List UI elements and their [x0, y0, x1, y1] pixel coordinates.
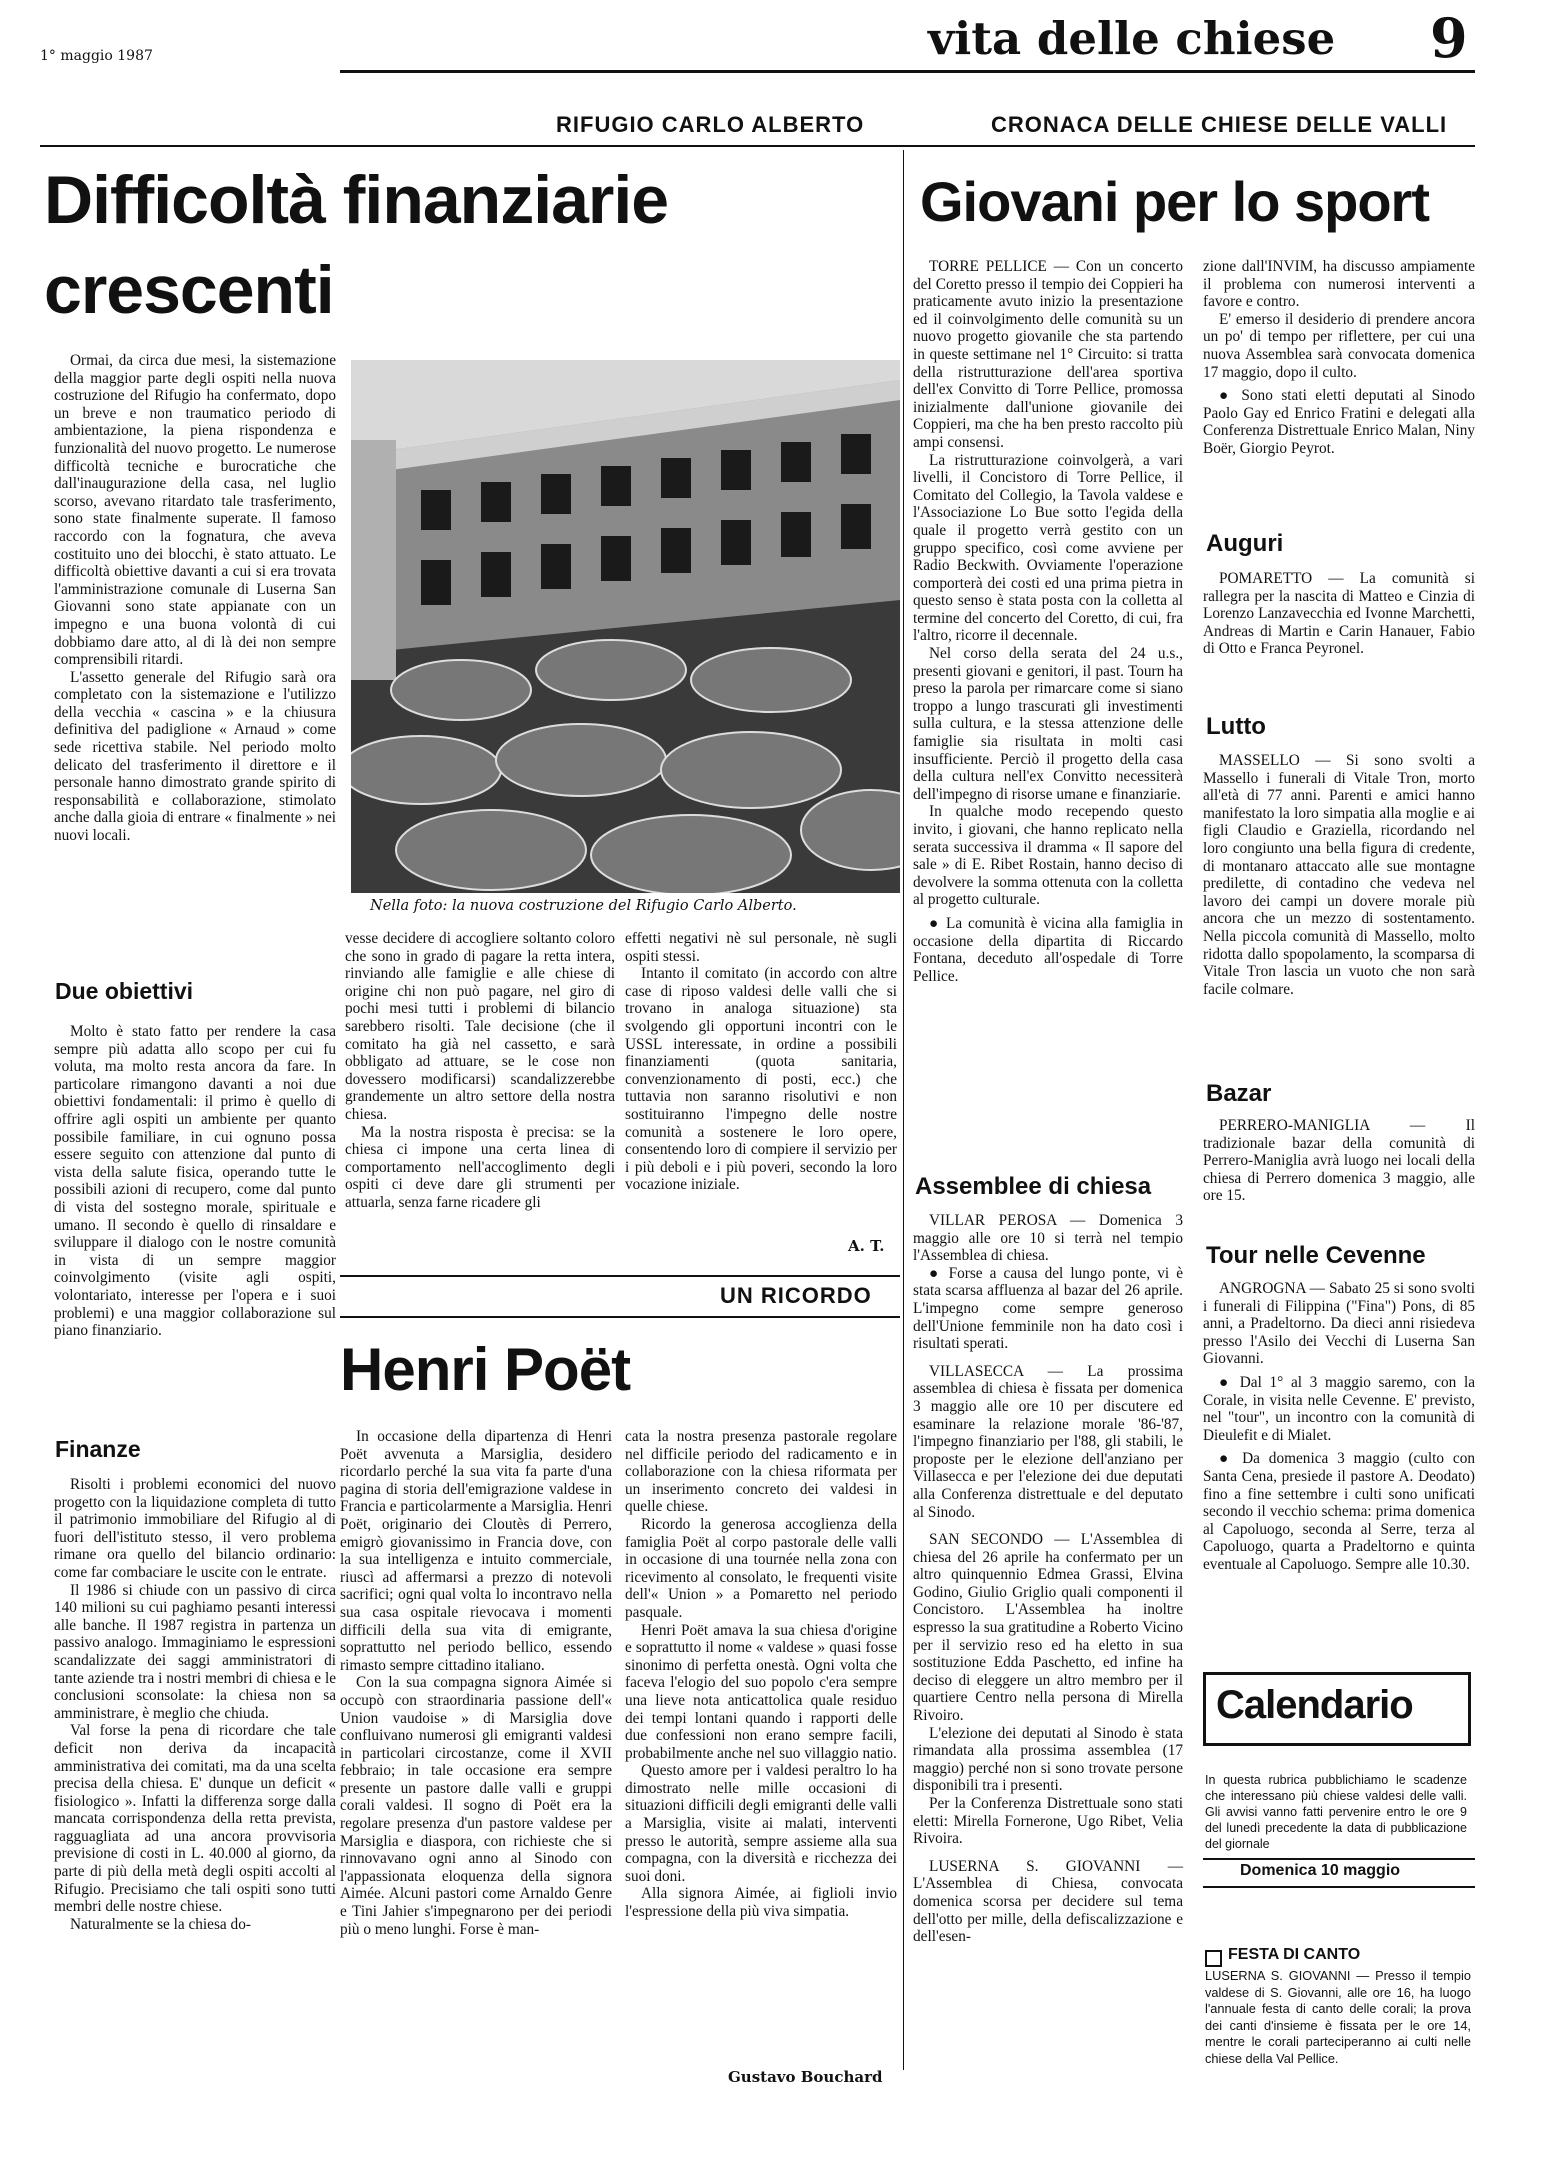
subhead-tour: Tour nelle Cevenne: [1206, 1242, 1426, 1269]
paragraph: Henri Poët amava la sua chiesa d'origine e soprattutto il nome « valdese » quasi fosse sinonimo di perfetta onestà. Ogni volta che faceva l'elogio del suo popolo c'era sempre una lieve nota anticattolica quale residuo dei tempi lontani quando i rapporti delle due confessioni non erano sempre facili, probabilmente anche nel suo villaggio natio.: [625, 1621, 897, 1762]
page-number: 9: [1430, 6, 1468, 70]
calendario-title: Calendario: [1216, 1683, 1413, 1727]
subhead-assemblee: Assemblee di chiesa: [915, 1173, 1152, 1200]
paragraph: ● La comunità è vicina alla famiglia in occasione della dipartita di Riccardo Fontana, deceduto all'ospedale di Torre Pellice.: [913, 914, 1183, 985]
subhead-auguri: Auguri: [1206, 530, 1284, 557]
cronaca-col1-b: [913, 1212, 1183, 1946]
paragraph: ANGROGNA — Sabato 25 si sono svolti i funerali di Filippina ("Fina") Pons, di 85 anni, a Pradeltorno. Da dieci anni risiedeva presso l'Asilo dei Vecchi di Luserna San Giovanni.: [1203, 1280, 1475, 1368]
paragraph: Naturalmente se la chiesa do-: [70, 1915, 251, 1933]
calendario-event-text: LUSERNA S. GIOVANNI — Presso il tempio valdese di S. Giovanni, alle ore 16, ha luogo l'annuale festa di canto delle corali; la prova dei canti d'insieme è fissata per le ore 14, mentre le corali parteciperanno ai culti nelle chiese della Val Pellice.: [1205, 1968, 1471, 2066]
kicker-cronaca: CRONACA DELLE CHIESE DELLE VALLI: [991, 112, 1448, 137]
tour-text: [1203, 1280, 1475, 1574]
calendario-intro: In questa rubrica pubblichiamo le scadenze che interessano più chiese valdesi delle valli. Gli avvisi vanno fatti pervenire entro le ore 9 del lunedì precedente la data di pubblicazione del giornale: [1205, 1773, 1467, 1851]
paragraph: PERRERO-MANIGLIA — Il tradizionale bazar della comunità di Perrero-Maniglia avrà luogo nei locali della chiesa di Perrero domenica 3 maggio, alle ore 15.: [1203, 1117, 1475, 1205]
subhead-due-obiettivi: Due obiettivi: [55, 978, 194, 1004]
henri-col2: [625, 1428, 897, 1921]
henri-top-rule: [340, 1275, 900, 1277]
kicker-rule: [40, 145, 1475, 147]
paragraph: POMARETTO — La comunità si rallegra per la nascita di Matteo e Cinzia di Lorenzo Lanzavecchia ed Ivonne Marchetti, Andreas di Martin e Carin Hanauer, Fabio di Otto e Franca Peyronel.: [1203, 570, 1475, 658]
headline-difficolta-line1: Difficoltà finanziarie: [44, 162, 669, 238]
subhead-lutto: Lutto: [1206, 713, 1266, 740]
calendario-event-title: FESTA DI CANTO: [1228, 1946, 1361, 1963]
kicker-rifugio: RIFUGIO CARLO ALBERTO: [556, 112, 865, 137]
headline-giovani: Giovani per lo sport: [920, 170, 1429, 233]
paragraph: VILLASECCA — La prossima assemblea di chiesa è fissata per domenica 3 maggio alle ore 10 per discutere ed esaminare la relazione morale '86-'87, l'impegno finanziario per l'88, gli stabili, le proposte per le elezione dell'anziano per Villasecca e per l'elezione dei due deputati alla Conferenza distrettuale e del deputato al Sinodo.: [913, 1362, 1183, 1521]
auguri-text: [1203, 570, 1475, 658]
paragraph: L'assetto generale del Rifugio sarà ora completato con la sistemazione e l'utilizzo della vecchia « cascina » e la chiusura definitiva del padiglione « Arnaud » come sede ricettiva stabile. Nel periodo molto delicato del trasferimento il direttore e il personale hanno dimostrato grande spirito di responsabilità e collaborazione, stimolato anche dalla gioia di entrare « finalmente » nei nuovi locali.: [54, 668, 336, 845]
paragraph: vesse decidere di accogliere soltanto coloro che sono in grado di pagare la retta intera, rinviando alle famiglie e alle chiese di origine chi non può pagare, nel giro di pochi mesi tutti i problemi di bilancio sarebbero risolti. Tale decisione (che il comitato ha già nel cassetto, e sarà obbligato ad attuare, se le cose non dovessero modificarsi) scandalizzerebbe grandemente un altro settore della nostra chiesa.: [345, 930, 615, 1123]
paragraph: ● Sono stati eletti deputati al Sinodo Paolo Gay ed Enrico Fratini e delegati alla Conferenza Distrettuale Enrico Malan, Niny Boër, Giorgio Peyrot.: [1203, 387, 1475, 457]
paragraph: ● Forse a causa del lungo ponte, vi è stata scarsa affluenza al bazar del 26 aprile. L'impegno come sempre generoso dell'Unione femminile non ha dato così i risultati sperati.: [913, 1264, 1183, 1353]
paragraph: In qualche modo recependo questo invito, i giovani, che hanno replicato nella serata successiva il dramma « Il sapore del sale » di E. Ribet Rostain, hanno deciso di devolvere la somma ottenuta con la colletta al progetto culturale.: [913, 803, 1183, 909]
paragraph: ● Dal 1° al 3 maggio saremo, con la Corale, in visita nelle Cevenne. E' previsto, nel "tour", un incontro con la comunità di Dieulefit e di Mialet.: [1203, 1373, 1475, 1444]
paragraph: effetti negativi nè sul personale, nè sugli ospiti stessi.: [625, 930, 897, 965]
calendario-date: Domenica 10 maggio: [1240, 1862, 1401, 1879]
photo-building-illustration: [351, 360, 900, 893]
paragraph: Ma la nostra risposta è precisa: se la chiesa ci impone una certa linea di comportamento nell'accoglimento degli ospiti ci deve dare gli strumenti per attuarla, senza farne ricadere gli: [345, 1123, 615, 1211]
section-title: vita delle chiese: [928, 12, 1336, 65]
paragraph: MASSELLO — Si sono svolti a Massello i funerali di Vitale Tron, morto all'età di 77 anni. Parenti e amici hanno manifestato la loro simpatia alla moglie e ai figli Claudio e Graziella, ricordando nel loro congiunto una bella figura di credente, di montanaro attaccato alle sue montagne predilette, di contadino che vedeva nel lavoro dei campi un dovere morale più ancora che un mezzo di sostentamento. Nella piccola comunità di Massello, molto ridotta dallo spopolamento, la scomparsa di Vitale Tron lascia un vuoto che non sarà facile colmare.: [1203, 752, 1475, 998]
checkbox-icon: [1205, 1950, 1222, 1967]
photo-rifugio: [351, 360, 900, 893]
paragraph: Per la Conferenza Distrettuale sono stati eletti: Mirella Fornerone, Ugo Ribet, Velia Rivoira.: [913, 1795, 1183, 1848]
paragraph: E' emerso il desiderio di prendere ancora un po' di tempo per riflettere, per cui una nuova Assemblea sarà convocata domenica 17 maggio, dopo il culto.: [1203, 310, 1475, 381]
paragraph: La ristrutturazione coinvolgerà, a vari livelli, il Concistoro di Torre Pellice, il Comitato del Collegio, la Tavola valdese e l'Associazione Lo Bue sotto l'egida della quale il progetto verrà gestito con un gruppo specifico, così come avviene per Radio Beckwith. Ovviamente l'operazione comporterà dei costi ed una prima pietra in questo senso è stata posta con la colletta al termine del concerto del Coretto, di cui, fra l'altro, ricorre il decennale.: [913, 451, 1183, 645]
headline-difficolta-line2: crescenti: [44, 252, 334, 328]
signature-bouchard: Gustavo Bouchard: [728, 2068, 883, 2086]
paragraph: ● Da domenica 3 maggio (culto con Santa Cena, presiede il pastore A. Deodato) fino a fine settembre i culti sono unificati secondo il vecchio schema: prima domenica al Capoluogo, seconda al Serre, terza al Capoluogo, quarta a Pradeltorno e quinta eventuale al Capoluogo. Sempre alle 10.30.: [1203, 1450, 1475, 1573]
paragraph: Intanto il comitato (in accordo con altre case di riposo valdesi delle valli che si trovano in analoga situazione) sta svolgendo gli opportuni incontri con le USSL interessate, in ordine a possibili finanziamenti (quota sanitaria, convenzionamento di posti, ecc.) che tuttavia non saranno risolutivi e non sostituiranno l'impegno delle nostre comunità a sostenere le loro opere, consentendo loro di compiere il servizio per i più deboli e i più poveri, secondo la loro vocazione iniziale.: [625, 965, 897, 1194]
kicker-un-ricordo: UN RICORDO: [720, 1283, 872, 1308]
paragraph: SAN SECONDO — L'Assemblea di chiesa del 26 aprile ha confermato per un altro quinquennio Edmea Grassi, Elvina Godino, Giulio Griglio quali componenti il Concistoro. L'Assemblea ha inoltre espresso la sua gratitudine a Roberto Vicino per il servizio reso ed ha eletto in sua sostituzione Edda Paschetto, ed infine ha deciso di eleggere un altro membro per il quartiere Centro nella persona di Mirella Rivoiro.: [913, 1531, 1183, 1725]
paragraph: VILLAR PEROSA — Domenica 3 maggio alle ore 10 si terrà nel tempio l'Assemblea di chiesa.: [913, 1212, 1183, 1265]
cronaca-col1-a: [913, 258, 1183, 985]
subhead-finanze: Finanze: [55, 1436, 141, 1462]
paragraph: Questo amore per i valdesi peraltro lo ha dimostrato nelle mille occasioni di situazioni difficili degli emigranti delle valli a Marsiglia, visite ai malati, interventi presso le autorità, sempre assieme alla sua compagna, con la diversità e ricchezza dei suoi doni.: [625, 1762, 897, 1885]
rifugio-col1-c: [54, 1476, 336, 1933]
paragraph: Ricordo la generosa accoglienza della famiglia Poët al corpo pastorale delle valli in occasione di una tournée nella zona con ricevimento al consolato, le frequenti visite dell'« Union » a Pomaretto nel periodo pasquale.: [625, 1515, 897, 1621]
paragraph: Con la sua compagna signora Aimée si occupò con straordinaria passione dell'« Union vaudoise » di Marsiglia dove confluivano numerosi gli emigranti valdesi in particolari circostanze, come il XVII febbraio; in tale occasione era sempre presente un pastore dalle valli e gruppi corali valdesi. Il sogno di Poët era la regolare presenza d'un pastore valdese per Marsiglia e diaspora, con richieste che si rinnovavano ogni anno al Sinodo con l'appassionata eloquenza della signora Aimée. Alcuni pastori come Arnaldo Genre e Tini Jahier s'impegnarono per dei periodi più o meno lunghi. Forse è man-: [340, 1674, 612, 1938]
paragraph: Molto è stato fatto per rendere la casa sempre più adatta allo scopo per cui fu voluta, ma molto resta ancora da fare. In particolare rimangono davanti a noi due obiettivi fondamentali: il primo è quello di offrire agli ospiti un ambiente per quanto possibile familiare, in cui ognuno possa essere seguito con attenzione dal punto di vista della salute fisica, operando tutte le possibili azioni di recupero, come dal punto di vista del sostegno morale, spirituale e umano. Il secondo è quello di rinsaldare e sviluppare il dialogo con le nostre comunità in vista di un sempre maggior coinvolgimento (visite agli ospiti, volontariato, interesse per l'opera e i suoi problemi) e una maggior collaborazione sul piano finanziario.: [54, 1023, 336, 1340]
henri-kicker-rule: [340, 1316, 900, 1318]
paragraph: Il 1986 si chiude con un passivo di circa 140 milioni su cui paghiamo pesanti interessi alle banche. Il 1987 registra in partenza un passivo analogo. Immaginiamo le espressioni scandalizzate dei saggi amministratori di tante aziende tra i nostri membri di chiesa e le conclusioni sconsolate: la chiesa non sa amministrare, è meglio che chiuda.: [54, 1581, 336, 1722]
header-rule: [340, 70, 1475, 73]
paragraph: TORRE PELLICE — Con un concerto del Coretto presso il tempio dei Coppieri ha praticamente avuto inizio la presentazione ed il coinvolgimento delle comunità su un nuovo progetto giovanile che sta partendo in queste settimane nel 1° Circuito: si tratta della ristrutturazione dell'area sportiva dell'ex Convitto di Torre Pellice, promossa inizialmente dall'unione giovanile dei Coppieri, ma che ha ben presto raccolto più ampi consensi.: [913, 258, 1183, 451]
lutto-text: [1203, 752, 1475, 998]
paragraph: LUSERNA S. GIOVANNI — L'Assemblea di Chiesa, convocata domenica scorsa per decidere sul tema dell'otto per mille, della defiscalizzazione e dell'esen-: [913, 1857, 1183, 1946]
paragraph: zione dall'INVIM, ha discusso ampiamente il problema con numerosi interventi a favore e contro.: [1203, 258, 1475, 311]
rifugio-col2: [345, 930, 615, 1212]
rifugio-col1-b: [54, 1023, 336, 1340]
paragraph: cata la nostra presenza pastorale regolare nel difficile periodo del radicamento e in collaborazione con la chiesa riformata per un inserimento concreto dei valdesi in quelle chiese.: [625, 1428, 897, 1516]
header-date: 1° maggio 1987: [40, 48, 153, 64]
rifugio-col1-a: [54, 352, 336, 845]
rifugio-col3: [625, 930, 897, 1194]
henri-col1: [340, 1428, 612, 1938]
calendario-rule-2: [1203, 1886, 1475, 1888]
headline-henri-poet: Henri Poët: [340, 1336, 631, 1403]
paragraph: Risolti i problemi economici del nuovo progetto con la liquidazione completa di tutto il patrimonio immobiliare del Rifugio al di fuori dell'istituto stesso, il vero problema rimane ora quello del bilancio ordinario: come far combaciare le uscite con le entrate.: [54, 1476, 336, 1581]
column-divider: [903, 150, 904, 2070]
paragraph: Nel corso della serata del 24 u.s., presenti giovani e genitori, il past. Tourn ha preso la parola per rimarcare come si siano troppo a lungo trascurati gli investimenti sulla cultura, e la stessa attenzione delle famiglie sia risultata in molti casi insufficiente. Perciò il progetto della casa della cultura nell'ex Convitto necessiterà dell'impegno di risorse umane e finanziarie.: [913, 645, 1183, 803]
paragraph: In occasione della dipartenza di Henri Poët avvenuta a Marsiglia, desidero ricordarlo perché la sua vita fa parte d'una pagina di storia dell'emigrazione valdese in Francia e particolarmente a Marsiglia. Henri Poët, originario dei Cloutès di Perrero, emigrò giovanissimo in Francia dove, con la sua intelligenza e intuito commerciale, riuscì ad affermarsi a prezzo di notevoli sacrifici; ogni qual volta lo incontravo nella sua casa ospitale rievocava i momenti difficili della sua vita di emigrante, soprattutto nel periodo bellico, essendo rimasto sempre cittadino italiano.: [340, 1428, 612, 1674]
paragraph: Ormai, da circa due mesi, la sistemazione della maggior parte degli ospiti nella nuova costruzione del Rifugio ha confermato, dopo un breve e non traumatico periodo di ambientazione, la piena rispondenza e funzionalità del nuovo progetto. Le numerose difficoltà tecniche e burocratiche che dall'inaugurazione della casa, nel luglio scorso, avevano ritardato tale trasferimento, sono state finalmente superate. Il famoso raccordo con la fognatura, che aveva costituito uno dei blocchi, è stato attuato. Le difficoltà obiettive davanti a cui si era trovata l'amministrazione comunale di Luserna San Giovanni sono state appianate con un impegno e una buona volontà di cui dobbiamo dare atto, al di là dei non sempre comprensibili ritardi.: [54, 352, 336, 669]
paragraph: L'elezione dei deputati al Sinodo è stata rimandata alla prossima assemblea (17 maggio) perché non si sono trovate persone disponibili tra i presenti.: [913, 1724, 1183, 1795]
photo-caption: Nella foto: la nuova costruzione del Rifugio Carlo Alberto.: [370, 898, 797, 914]
signature-at: A. T.: [848, 1237, 885, 1255]
calendario-rule-1: [1203, 1858, 1475, 1860]
cronaca-col2-a: [1203, 258, 1475, 458]
bazar-text: [1203, 1117, 1475, 1205]
subhead-bazar: Bazar: [1206, 1080, 1272, 1107]
paragraph: Alla signora Aimée, ai figlioli invio l'espressione della più viva simpatia.: [625, 1885, 897, 1921]
paragraph: Val forse la pena di ricordare che tale deficit non deriva da incapacità amministrativa dei comitati, ma da una scelta precisa della chiesa. E' dunque un deficit « fisiologico ». Infatti la differenza sorge dalla mancata corrispondenza della retta prevista, ragguagliata ad una ancora provvisoria previsione di costi in L. 40.000 al giorno, da parte di più della metà degli ospiti accolti al Rifugio. Precisiamo che tali ospiti sono tutti membri delle nostre chiese.: [54, 1722, 336, 1916]
